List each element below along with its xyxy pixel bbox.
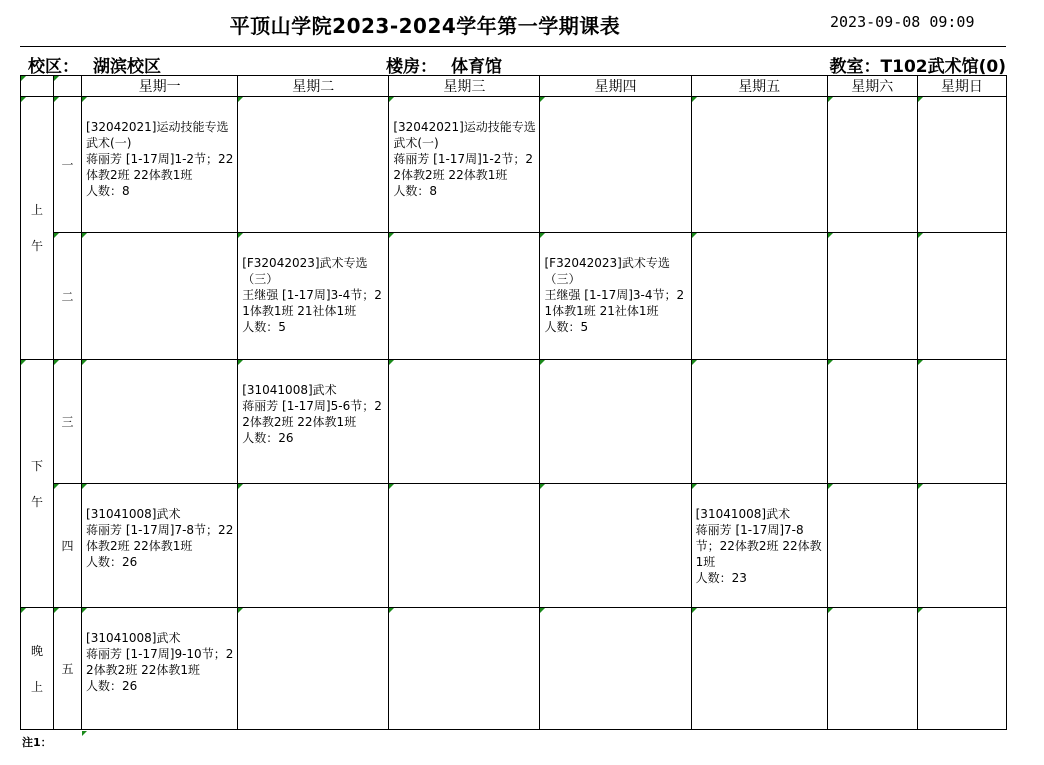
cell-p1-wed[interactable] xyxy=(389,97,540,233)
page-title: 平顶山学院2023-2024学年第一学期课表 xyxy=(229,14,621,38)
cell-p4-thu[interactable] xyxy=(540,484,691,608)
half-char: 上 xyxy=(31,203,44,217)
course-entry: [31041008]武术 蒋丽芳 [1-17周]5-6节；22体教2班 22体教1班 人数：26 xyxy=(242,383,382,445)
campus-label: 校区： xyxy=(28,57,79,77)
cell-p3-sun[interactable] xyxy=(917,360,1006,484)
corner-cell-2 xyxy=(54,76,82,97)
period-row-1 xyxy=(21,97,1007,233)
building-label: 楼房： xyxy=(386,57,437,77)
cell-p5-wed[interactable] xyxy=(389,608,540,730)
cell-p1-thu[interactable] xyxy=(540,97,691,233)
cell-p4-wed[interactable] xyxy=(389,484,540,608)
cell-p5-sat[interactable] xyxy=(827,608,917,730)
footnote: 注1： xyxy=(22,736,52,749)
day-header-thu: 星期四 xyxy=(540,76,691,97)
cell-p1-tue[interactable] xyxy=(238,97,389,233)
period-row-2 xyxy=(21,233,1007,360)
cell-p5-fri[interactable] xyxy=(691,608,827,730)
cell-p2-sat[interactable] xyxy=(827,233,917,360)
cell-p2-thu[interactable] xyxy=(540,233,691,360)
cell-p2-fri[interactable] xyxy=(691,233,827,360)
day-header-fri: 星期五 xyxy=(691,76,827,97)
building-value: 体育馆 xyxy=(451,57,502,77)
day-header-tue: 星期二 xyxy=(238,76,389,97)
course-entry: [31041008]武术 蒋丽芳 [1-17周]9-10节；22体教2班 22体教1班 人数：26 xyxy=(86,631,234,693)
cell-p1-sat[interactable] xyxy=(827,97,917,233)
half-char: 午 xyxy=(31,494,44,509)
course-entry: [F32042023]武术专选（三） 王继强 [1-17周]3-4节；21体教1班 21社体1班 人数：5 xyxy=(544,256,685,334)
cell-p1-mon[interactable] xyxy=(82,97,238,233)
cell-p5-sun[interactable] xyxy=(917,608,1006,730)
corner-cell xyxy=(21,76,54,97)
half-label-afternoon xyxy=(21,360,54,608)
half-char: 下 xyxy=(31,458,44,473)
half-label-evening xyxy=(21,608,54,730)
cell-p1-sun[interactable] xyxy=(917,97,1006,233)
period-label-4: 四 xyxy=(54,484,82,608)
cell-p3-sat[interactable] xyxy=(827,360,917,484)
half-label-morning xyxy=(21,97,54,360)
header-divider xyxy=(20,46,1006,47)
header-row xyxy=(21,76,1007,97)
period-label-2: 二 xyxy=(54,233,82,360)
cell-p5-thu[interactable] xyxy=(540,608,691,730)
schedule-table xyxy=(20,75,1007,730)
cell-p2-sun[interactable] xyxy=(917,233,1006,360)
cell-p4-mon[interactable] xyxy=(82,484,238,608)
cell-p2-mon[interactable] xyxy=(82,233,238,360)
period-label-3: 三 xyxy=(54,360,82,484)
period-row-3 xyxy=(21,360,1007,484)
campus-info xyxy=(28,52,161,77)
cell-p3-fri[interactable] xyxy=(691,360,827,484)
footnote-marker xyxy=(82,731,87,736)
cell-p3-thu[interactable] xyxy=(540,360,691,484)
cell-p4-sat[interactable] xyxy=(827,484,917,608)
cell-p4-sun[interactable] xyxy=(917,484,1006,608)
cell-p2-tue[interactable] xyxy=(238,233,389,360)
cell-p3-tue[interactable] xyxy=(238,360,389,484)
half-char: 晚 xyxy=(31,643,44,658)
cell-p4-tue[interactable] xyxy=(238,484,389,608)
day-header-sun: 星期日 xyxy=(917,76,1006,97)
period-row-4 xyxy=(21,484,1007,608)
day-header-sat: 星期六 xyxy=(827,76,917,97)
cell-p5-mon[interactable] xyxy=(82,608,238,730)
room-value: T102武术馆(0) xyxy=(880,57,1006,77)
day-header-mon: 星期一 xyxy=(82,76,238,97)
cell-p2-wed[interactable] xyxy=(389,233,540,360)
room-label: 教室： xyxy=(829,57,881,77)
course-entry: [F32042023]武术专选（三） 王继强 [1-17周]3-4节；21体教1班 21社体1班 人数：5 xyxy=(242,256,382,334)
period-label-5: 五 xyxy=(54,608,82,730)
period-label-1: 一 xyxy=(54,97,82,233)
cell-p3-mon[interactable] xyxy=(82,360,238,484)
campus-value: 湖滨校区 xyxy=(93,57,161,77)
cell-p3-wed[interactable] xyxy=(389,360,540,484)
print-timestamp: 2023-09-08 09:09 xyxy=(830,13,975,31)
period-row-5 xyxy=(21,608,1007,730)
course-entry: [31041008]武术 蒋丽芳 [1-17周]7-8节；22体教2班 22体教1班 人数：23 xyxy=(695,507,822,585)
half-char: 午 xyxy=(31,239,44,253)
half-char: 上 xyxy=(31,679,44,694)
course-entry: [31041008]武术 蒋丽芳 [1-17周]7-8节；22体教2班 22体教1班 人数：26 xyxy=(86,507,234,569)
course-entry: [32042021]运动技能专选武术(一) 蒋丽芳 [1-17周]1-2节；22体教2班 22体教1班 人数：8 xyxy=(393,120,536,198)
course-entry: [32042021]运动技能专选武术(一) 蒋丽芳 [1-17周]1-2节；22体教2班 22体教1班 人数：8 xyxy=(86,120,234,198)
cell-p4-fri[interactable] xyxy=(691,484,827,608)
cell-p1-fri[interactable] xyxy=(691,97,827,233)
building-info xyxy=(386,52,502,77)
room-info xyxy=(830,52,1006,77)
cell-p5-tue[interactable] xyxy=(238,608,389,730)
day-header-wed: 星期三 xyxy=(389,76,540,97)
